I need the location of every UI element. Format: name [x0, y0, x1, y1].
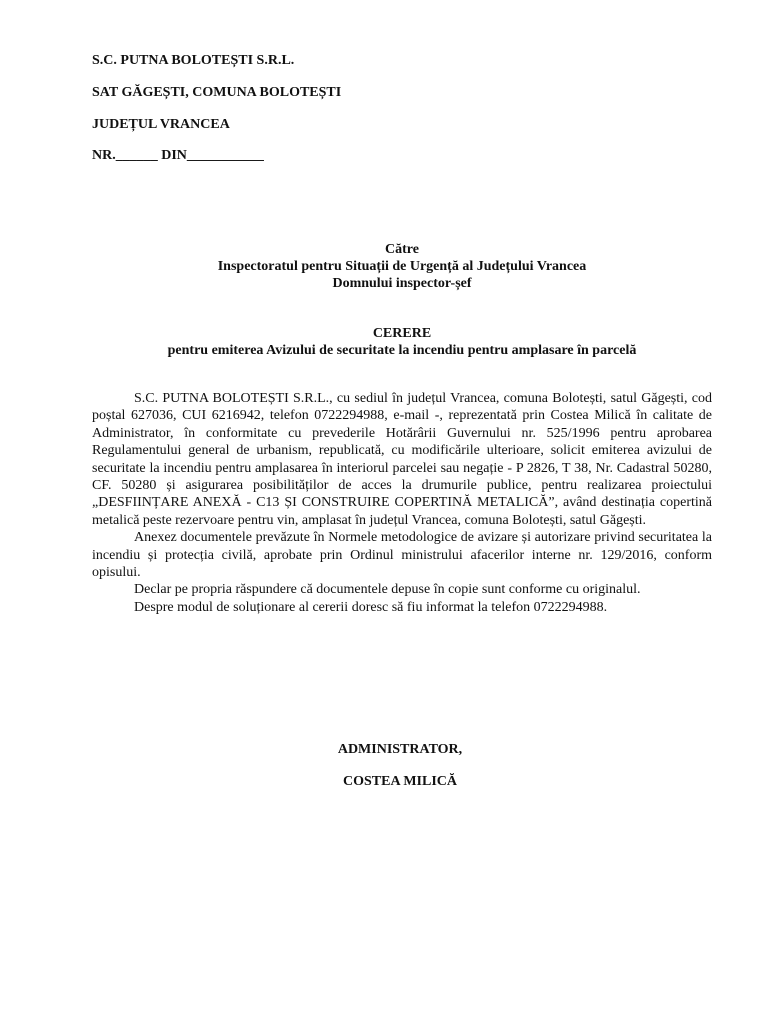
registration-number-line: NR.______ DIN___________ [92, 148, 264, 163]
company-address: SAT GĂGEȘTI, COMUNA BOLOTEȘTI [92, 85, 342, 100]
body-paragraph: Declar pe propria răspundere că documentele depuse în copie sunt conforme cu originalul. [134, 582, 641, 598]
recipient-block [92, 241, 712, 292]
recipient-person: Domnului inspector-șef [332, 276, 472, 291]
recipient-to: Către [385, 242, 419, 257]
request-body [92, 390, 712, 616]
company-county: JUDEȚUL VRANCEA [92, 117, 230, 132]
body-paragraph: Despre modul de soluționare al cererii doresc să fiu informat la telefon 0722294988. [134, 599, 608, 615]
recipient-institution: Inspectoratul pentru Situații de Urgență al Județului Vrancea [217, 259, 587, 274]
signature-role: ADMINISTRATOR, [337, 742, 463, 757]
request-heading [92, 325, 712, 359]
body-paragraph: S.C. PUTNA BOLOTEȘTI S.R.L., cu sediul în județul Vrancea, comuna Bolotești, satul Găgești, cod poștal 627036, CUI 6216942, telefon 0722294988, e-mail -, reprezentată prin Costea Milică în calitate de Administrator, în conformitate cu prevederile Hotărârii Guvernului nr. 525/1996 pentru aprobarea Regulamentului general de urbanism, republicată, cu modificările ulterioare, solicit emiterea avizului de securitate la incendiu pentru amplasarea în interiorul parcelei sau negație - P 2826, T 38, Nr. Cadastral 50280, CF. 50280 și asigurarea posibilităților de acces la drumurile publice, pentru realizarea proiectului „DESFIINȚARE ANEXĂ - C13 ȘI CONSTRUIRE COPERTINĂ METALICĂ”, având destinația copertină metalică peste rezervoare pentru vin, amplasat în județul Vrancea, comuna Bolotești, satul Găgești. [92, 391, 712, 528]
company-name: S.C. PUTNA BOLOTEȘTI S.R.L. [92, 53, 295, 68]
request-subtitle: pentru emiterea Avizului de securitate la incendiu pentru amplasare în parcelă [167, 343, 637, 358]
request-title: CERERE [372, 326, 432, 341]
signature-name: COSTEA MILICĂ [343, 774, 457, 789]
body-paragraph: Anexez documentele prevăzute în Normele metodologice de avizare și autorizare privind securitatea la incendiu și protecția civilă, aprobate prin Ordinul ministrului afacerilor interne nr. 129/2016, conform opisului. [92, 530, 712, 581]
